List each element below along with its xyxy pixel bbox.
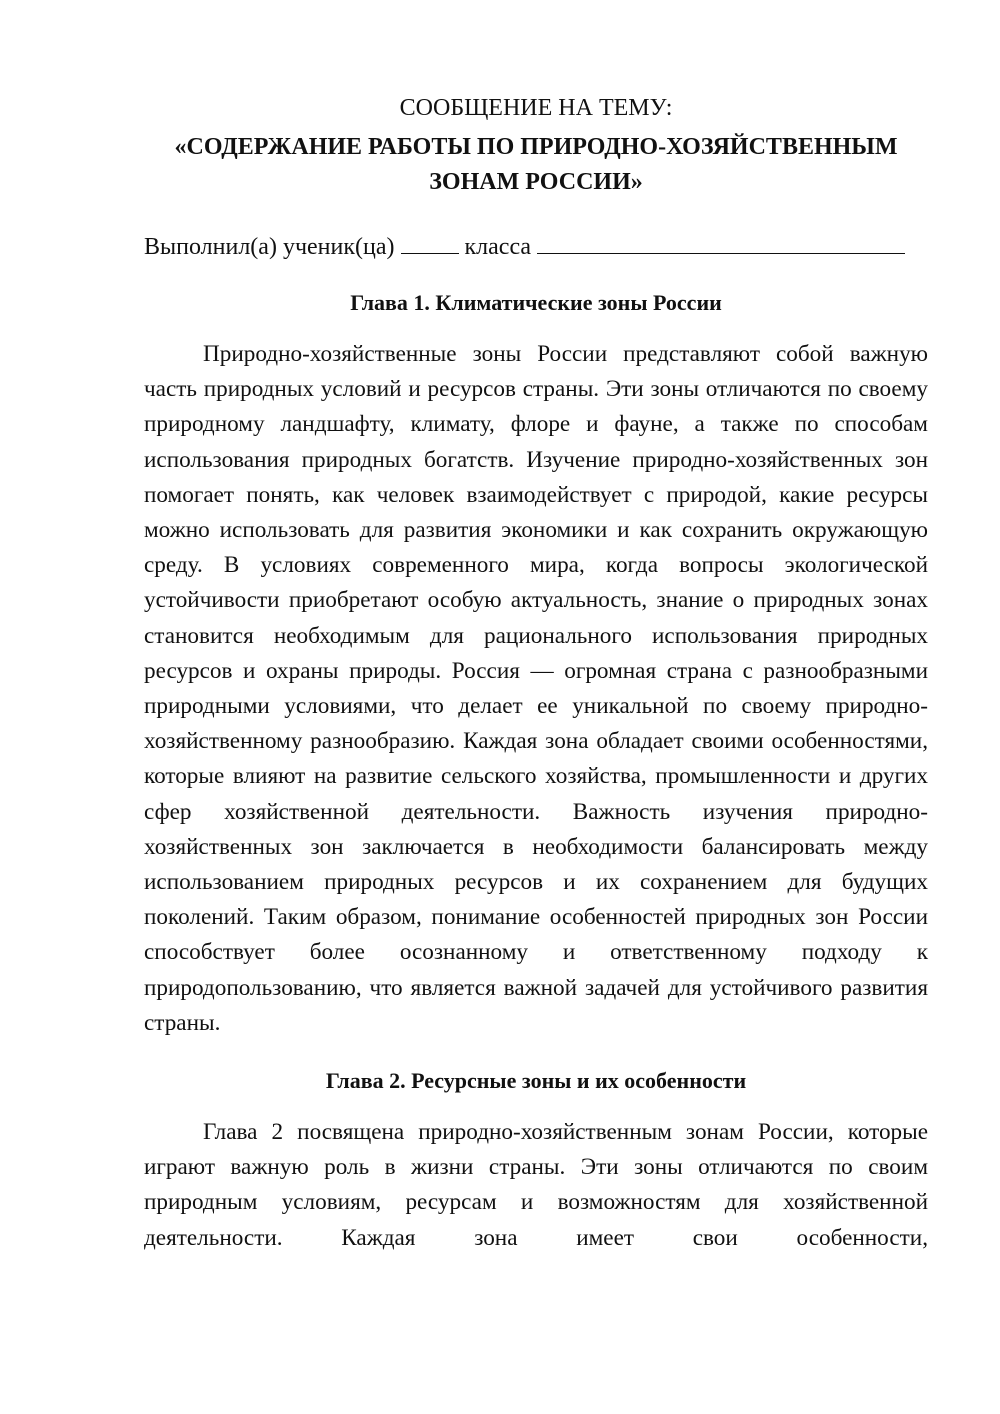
document-header: СООБЩЕНИЕ НА ТЕМУ: — [399, 95, 673, 121]
document-title — [144, 130, 928, 200]
chapter-1-title: Глава 1. Климатические зоны России — [350, 290, 722, 315]
document-page — [144, 90, 928, 1256]
class-blank — [401, 229, 459, 254]
title-line-2: ЗОНАМ РОССИИ» — [429, 169, 643, 195]
author-prefix: Выполнил(а) ученик(ца) — [144, 234, 395, 260]
name-blank — [537, 229, 905, 254]
chapter-2-title: Глава 2. Ресурсные зоны и их особенности — [325, 1068, 747, 1094]
chapter-1-paragraph: Природно-хозяйственные зоны России представляют собой важную часть природных условий и ресурсов страны. Эти зоны отличаются по своему природному ландшафту, климату, флоре и фауне, а также по способам использования природных богатств. Изучение природно-хозяйственных зон помогает понять, как человек взаимодействует с природой, какие ресурсы можно использовать для развития экономики и как сохранить окружающую среду. В условиях современного мира, когда вопросы экологической устойчивости приобретают особую актуальность, знание о природных зонах становится необходимым для рационального использования природных ресурсов и охраны природы. Россия — огромная страна с разнообразными природными условиями, что делает ее уникальной по своему природно-хозяйственному разнообразию. Каждая зона обладает своими особенностями, которые влияют на развитие сельского хозяйства, промышленности и других сфер хозяйственной деятельности. Важность изучения природно-хозяйственных зон заключается в необходимости балансировать между использованием природных ресурсов и их сохранением для будущих поколений. Таким образом, понимание особенностей природных зон России способствует более осознанному и ответственному подходу к природопользованию, что является важной задачей для устойчивого развития страны. — [144, 341, 928, 1036]
author-line — [144, 229, 928, 265]
chapter-2-paragraph: Глава 2 посвящена природно-хозяйственным зонам России, которые играют важную роль в жизни страны. Эти зоны отличаются по своим природным условиям, ресурсам и возможностям для хозяйственной деятельности. Каждая зона имеет свои особенности, — [144, 1119, 928, 1251]
title-line-1: «СОДЕРЖАНИЕ РАБОТЫ ПО ПРИРОДНО-ХОЗЯЙСТВЕННЫМ — [174, 134, 898, 160]
author-middle: класса — [464, 234, 532, 260]
